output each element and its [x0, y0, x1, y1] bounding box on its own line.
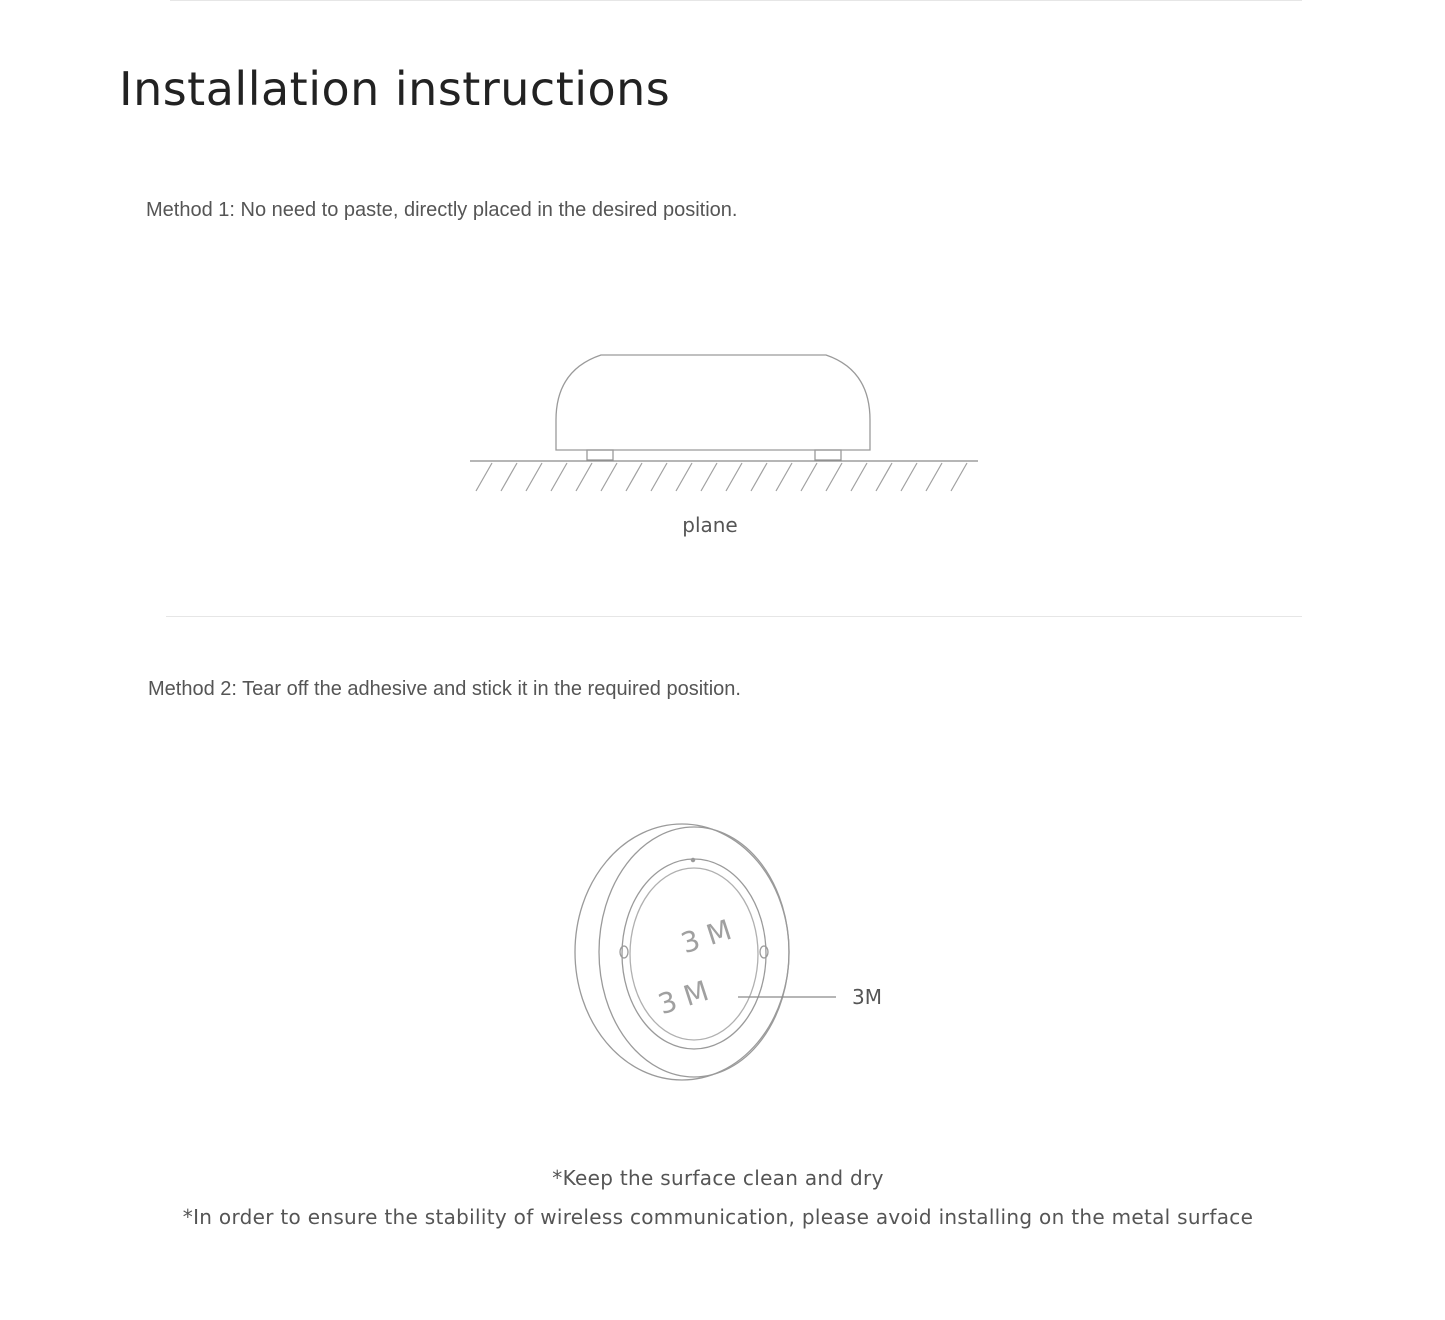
- plane-label: plane: [682, 513, 738, 537]
- method-2-description: Method 2: Tear off the adhesive and stick it in the required position.: [148, 678, 741, 700]
- device-outer-edge: [575, 824, 789, 1080]
- note-keep-clean: *Keep the surface clean and dry: [552, 1166, 884, 1190]
- adhesive-callout-label: 3M: [852, 985, 882, 1009]
- method-1-description: Method 1: No need to paste, directly placed in the desired position.: [146, 199, 738, 221]
- pad-print-lower: 3 M: [654, 974, 713, 1022]
- note-avoid-metal: *In order to ensure the stability of wireless communication, please avoid installing on the metal surface: [182, 1205, 1254, 1229]
- pad-print-upper: 3 M: [676, 913, 736, 961]
- page-title: Installation instructions: [119, 62, 671, 116]
- indicator-dot: [691, 858, 694, 861]
